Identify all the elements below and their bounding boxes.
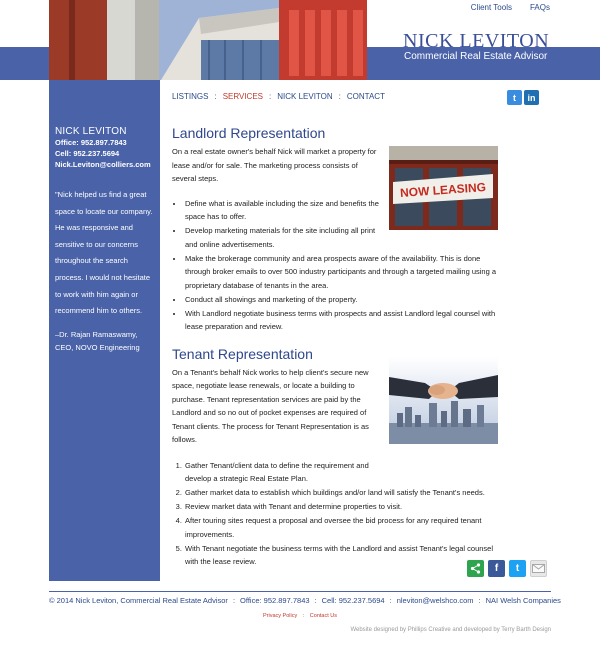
footer-links: [0, 613, 600, 619]
list-item: 1. Gather Tenant/client data to define the requirement and develop a strategic Real Estate Plan.: [184, 459, 380, 486]
tenant-steps: [184, 459, 502, 569]
facebook-icon[interactable]: f: [488, 560, 505, 577]
testimonial-quote: "Nick helped us find a great space to locate our company. He was responsive and sensitive to our concerns throughout the search process. I would not hesitate to work with him again or recommend him to others.: [55, 190, 153, 316]
list-item: 4. After touring sites request a proposal and oversee the bid process for any required tenant improvements.: [184, 514, 502, 541]
list-item: • Define what is available including the size and benefits the space has to offer.: [184, 197, 380, 224]
testimonial-attribution: [55, 328, 154, 354]
sidebar-cell: Cell: 952.237.5694: [55, 149, 120, 158]
footer-credit: Website designed by Phillips Creative and developed by Terry Barth Design: [350, 627, 551, 633]
list-item: 3. Review market data with Tenant and determine properties to visit.: [184, 500, 502, 514]
main-nav: [172, 92, 385, 101]
tenant-title: Tenant Representation: [172, 345, 313, 362]
email-icon[interactable]: [530, 560, 547, 577]
nav-nick-leviton[interactable]: NICK LEVITON: [277, 92, 333, 101]
footer-office: Office: 952.897.7843: [240, 596, 310, 605]
twitter-share-icon[interactable]: t: [509, 560, 526, 577]
sidebar: [49, 80, 160, 581]
share-icon[interactable]: [467, 560, 484, 577]
footer-contact-line: [49, 596, 561, 605]
banner-building-photo: [49, 0, 367, 80]
list-item: • With Landlord negotiate business terms with prospects and assist Landlord legal counsel with lease preparation and review.: [184, 307, 502, 334]
contact-us-link[interactable]: Contact Us: [309, 613, 338, 619]
footer-links-separator: :: [302, 613, 305, 619]
footer-separator: :: [478, 596, 481, 605]
tenant-intro: On a Tenant's behalf Nick works to help client's secure new space, negotiate lease renewals, or locate a building to purchase. Tenant representation services are paid by the Landlord and so no out of pocket expenses are required of Tenant clients. The process for Tenant Representation is as follows.: [172, 367, 369, 444]
footer-divider: [49, 591, 551, 592]
faqs-link[interactable]: FAQs: [529, 3, 550, 12]
nav-listings[interactable]: LISTINGS: [172, 92, 209, 101]
landlord-intro: On a real estate owner's behalf Nick will market a property for lease and/or for sale. The marketing process consists of several steps.: [172, 147, 377, 183]
list-item: • Make the brokerage community and area prospects aware of the availability. This is done through broker emails to over 500 industry participants and through a targeted mailing using a proprietary database of tenants in the area.: [184, 252, 502, 293]
sidebar-office: Office: 952.897.7843: [55, 138, 127, 147]
social-links: [507, 90, 539, 105]
nav-contact[interactable]: CONTACT: [346, 92, 385, 101]
top-links: [471, 3, 550, 12]
list-item: • Conduct all showings and marketing of the property.: [184, 293, 502, 307]
footer-cell: Cell: 952.237.5694: [321, 596, 385, 605]
banner-band-left: [0, 47, 49, 80]
brand-name: NICK LEVITON: [403, 30, 550, 52]
share-bar: [467, 560, 547, 577]
list-item: 2. Gather market data to establish which buildings and/or land will satisfy the Tenant's needs.: [184, 486, 502, 500]
handshake-photo: [389, 357, 498, 444]
testimonial-author-title: CEO, NOVO Engineering: [55, 342, 140, 352]
sidebar-email[interactable]: Nick.Leviton@colliers.com: [55, 160, 151, 169]
brand-subtitle: Commercial Real Estate Advisor: [404, 51, 548, 62]
footer-separator: :: [232, 596, 236, 605]
twitter-icon[interactable]: t: [507, 90, 522, 105]
nav-separator: :: [214, 92, 217, 101]
list-item: • Develop marketing materials for the site including all print and online advertisements.: [184, 224, 380, 251]
testimonial-author: –Dr. Rajan Ramaswamy,: [55, 329, 138, 339]
nav-separator: :: [338, 92, 341, 101]
nav-separator: :: [269, 92, 272, 101]
landlord-title: Landlord Representation: [172, 125, 326, 141]
nav-services[interactable]: SERVICES: [222, 92, 263, 101]
linkedin-icon[interactable]: in: [524, 90, 539, 105]
footer-separator: :: [389, 596, 392, 605]
footer-copyright: © 2014 Nick Leviton, Commercial Real Estate Advisor: [49, 596, 228, 605]
client-tools-link[interactable]: Client Tools: [470, 3, 512, 12]
footer-email[interactable]: nleviton@welshco.com: [396, 596, 474, 605]
privacy-policy-link[interactable]: Privacy Policy: [262, 613, 298, 619]
sidebar-name: NICK LEVITON: [55, 126, 127, 137]
now-leasing-sign-text: NOW LEASING: [399, 180, 487, 200]
footer-separator: :: [314, 596, 317, 605]
list-item: 5. With Tenant negotiate the business terms with the Landlord and assist Tenant's legal counsel with the lease review.: [184, 542, 502, 569]
now-leasing-photo: [389, 146, 498, 230]
footer-company: NAI Welsh Companies: [485, 596, 561, 605]
